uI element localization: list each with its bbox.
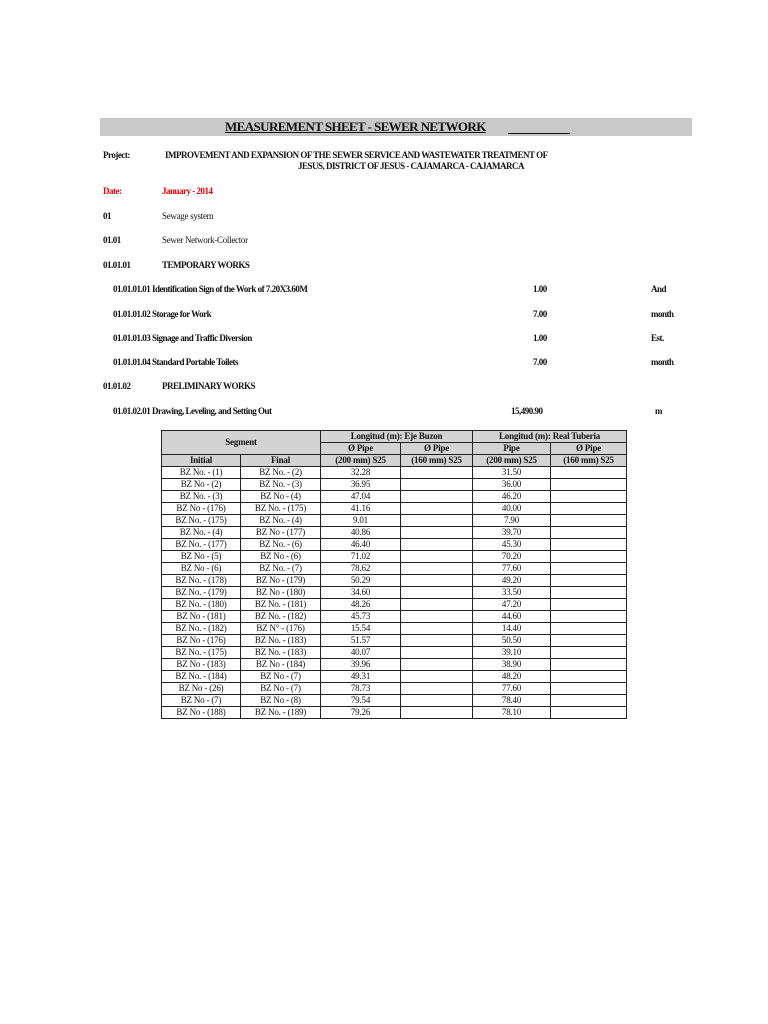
title-underline <box>508 133 570 134</box>
cell-eje-160 <box>401 515 473 527</box>
temp-item-3-qty: 1.00 <box>533 333 547 343</box>
project-line-2: JESUS, DISTRICT OF JESUS - CAJAMARCA - CAJAMARCA <box>298 161 525 171</box>
cell-real-200: 39.70 <box>473 527 551 539</box>
cell-real-160 <box>551 527 627 539</box>
cell-eje-200: 32.28 <box>321 467 401 479</box>
cell-real-160 <box>551 635 627 647</box>
temp-item-2-qty: 7.00 <box>533 309 547 319</box>
page-title: MEASUREMENT SHEET - SEWER NETWORK <box>225 119 486 134</box>
cell-eje-200: 34.60 <box>321 587 401 599</box>
cell-eje-160 <box>401 491 473 503</box>
cell-final: BZ No - (7) <box>241 671 321 683</box>
name-01: Sewage system <box>162 211 214 221</box>
table-row <box>162 611 627 623</box>
cell-eje-200: 78.73 <box>321 683 401 695</box>
cell-real-160 <box>551 623 627 635</box>
name-010102: PRELIMINARY WORKS <box>162 381 255 391</box>
initial-header: Initial <box>162 455 241 467</box>
cell-eje-160 <box>401 695 473 707</box>
table-row <box>162 539 627 551</box>
cell-final: BZ No. - (175) <box>241 503 321 515</box>
cell-eje-200: 40.07 <box>321 647 401 659</box>
cell-real-160 <box>551 503 627 515</box>
cell-real-160 <box>551 479 627 491</box>
table-body <box>162 467 627 719</box>
name-010101: TEMPORARY WORKS <box>162 260 250 270</box>
table-row <box>162 647 627 659</box>
cell-eje-160 <box>401 503 473 515</box>
temp-item-2: 01.01.01.02 Storage for Work <box>113 309 212 319</box>
cell-real-200: 39.10 <box>473 647 551 659</box>
cell-eje-160 <box>401 527 473 539</box>
cell-eje-160 <box>401 563 473 575</box>
code-01: 01 <box>103 211 111 221</box>
temp-item-1-qty: 1.00 <box>533 284 547 294</box>
table-row <box>162 551 627 563</box>
cell-eje-200: 71.02 <box>321 551 401 563</box>
table-row <box>162 659 627 671</box>
cell-final: BZ No - (184) <box>241 659 321 671</box>
table-row <box>162 671 627 683</box>
cell-final: BZ No. - (189) <box>241 707 321 719</box>
cell-eje-160 <box>401 671 473 683</box>
cell-eje-200: 49.31 <box>321 671 401 683</box>
temp-item-1: 01.01.01.01 Identification Sign of the Work of 7.20X3.60M <box>113 284 308 294</box>
cell-initial: BZ No - (181) <box>162 611 241 623</box>
table-row <box>162 491 627 503</box>
cell-real-160 <box>551 491 627 503</box>
cell-real-160 <box>551 599 627 611</box>
cell-final: BZ No. - (7) <box>241 563 321 575</box>
cell-eje-200: 47.04 <box>321 491 401 503</box>
code-010102: 01.01.02 <box>103 381 131 391</box>
temp-item-3-unit: Est. <box>651 333 664 343</box>
table-row <box>162 527 627 539</box>
eje-160-size-header: (160 mm) S25 <box>401 455 473 467</box>
real-tuberia-header: Longitud (m): Real Tuberia <box>473 431 627 443</box>
cell-eje-160 <box>401 467 473 479</box>
cell-eje-160 <box>401 647 473 659</box>
cell-real-160 <box>551 551 627 563</box>
cell-final: BZ No. - (4) <box>241 515 321 527</box>
cell-eje-200: 46.40 <box>321 539 401 551</box>
cell-final: BZ No - (4) <box>241 491 321 503</box>
cell-real-200: 44.60 <box>473 611 551 623</box>
cell-initial: BZ No. - (177) <box>162 539 241 551</box>
cell-final: BZ No. - (3) <box>241 479 321 491</box>
cell-real-160 <box>551 563 627 575</box>
code-010101: 01.01.01 <box>103 260 131 270</box>
cell-eje-160 <box>401 623 473 635</box>
table-row <box>162 695 627 707</box>
cell-real-200: 47.20 <box>473 599 551 611</box>
cell-eje-200: 51.57 <box>321 635 401 647</box>
date-label: Date: <box>103 186 122 196</box>
cell-initial: BZ No. - (178) <box>162 575 241 587</box>
cell-real-200: 49.20 <box>473 575 551 587</box>
segment-header: Segment <box>162 431 321 455</box>
cell-initial: BZ No. - (4) <box>162 527 241 539</box>
real-160-pipe-header: Ø Pipe <box>551 443 627 455</box>
measurement-table <box>161 430 627 719</box>
cell-final: BZ No - (179) <box>241 575 321 587</box>
date-value: January - 2014 <box>162 186 213 196</box>
cell-eje-160 <box>401 683 473 695</box>
cell-eje-160 <box>401 575 473 587</box>
cell-final: BZ No. - (181) <box>241 599 321 611</box>
cell-eje-160 <box>401 611 473 623</box>
cell-real-200: 78.10 <box>473 707 551 719</box>
cell-initial: BZ No - (5) <box>162 551 241 563</box>
cell-final: BZ No. - (182) <box>241 611 321 623</box>
cell-eje-160 <box>401 479 473 491</box>
cell-real-200: 50.50 <box>473 635 551 647</box>
cell-eje-160 <box>401 659 473 671</box>
cell-final: BZ No - (7) <box>241 683 321 695</box>
cell-final: BZ N° - (176) <box>241 623 321 635</box>
table-row <box>162 587 627 599</box>
cell-eje-200: 36.95 <box>321 479 401 491</box>
cell-eje-200: 45.73 <box>321 611 401 623</box>
eje-buzon-header: Longitud (m): Eje Buzon <box>321 431 473 443</box>
real-200-size-header: (200 mm) S25 <box>473 455 551 467</box>
table-row <box>162 467 627 479</box>
project-label: Project: <box>103 150 130 160</box>
cell-real-200: 77.60 <box>473 563 551 575</box>
cell-initial: BZ No - (183) <box>162 659 241 671</box>
cell-eje-200: 50.29 <box>321 575 401 587</box>
cell-real-200: 40.00 <box>473 503 551 515</box>
cell-eje-200: 79.54 <box>321 695 401 707</box>
cell-eje-200: 48.26 <box>321 599 401 611</box>
cell-real-200: 7.90 <box>473 515 551 527</box>
prelim-item-1-qty: 15,490.90 <box>511 406 543 416</box>
cell-final: BZ No. - (6) <box>241 539 321 551</box>
table-row <box>162 707 627 719</box>
cell-eje-200: 40.86 <box>321 527 401 539</box>
table-row <box>162 623 627 635</box>
temp-item-4-qty: 7.00 <box>533 357 547 367</box>
cell-initial: BZ No. - (175) <box>162 515 241 527</box>
cell-final: BZ No - (180) <box>241 587 321 599</box>
prelim-item-1-unit: m <box>655 406 662 416</box>
cell-initial: BZ No - (6) <box>162 563 241 575</box>
code-0101: 01.01 <box>103 235 121 245</box>
cell-real-200: 38.90 <box>473 659 551 671</box>
cell-real-200: 77.60 <box>473 683 551 695</box>
cell-real-200: 70.20 <box>473 551 551 563</box>
cell-real-160 <box>551 575 627 587</box>
cell-initial: BZ No - (188) <box>162 707 241 719</box>
cell-initial: BZ No. - (3) <box>162 491 241 503</box>
project-line-1: IMPROVEMENT AND EXPANSION OF THE SEWER SERVICE AND WASTEWATER TREATMENT OF <box>165 150 548 160</box>
cell-final: BZ No - (8) <box>241 695 321 707</box>
cell-initial: BZ No. - (184) <box>162 671 241 683</box>
final-header: Final <box>241 455 321 467</box>
cell-real-200: 45.30 <box>473 539 551 551</box>
temp-item-1-unit: And <box>651 284 667 294</box>
temp-item-4-unit: month <box>651 357 674 367</box>
temp-item-2-unit: month <box>651 309 674 319</box>
eje-200-pipe-header: Ø Pipe <box>321 443 401 455</box>
cell-real-160 <box>551 683 627 695</box>
cell-real-160 <box>551 707 627 719</box>
cell-eje-200: 79.26 <box>321 707 401 719</box>
cell-eje-160 <box>401 539 473 551</box>
cell-eje-200: 15.54 <box>321 623 401 635</box>
name-0101: Sewer Network-Collector <box>162 235 248 245</box>
cell-initial: BZ No. - (182) <box>162 623 241 635</box>
prelim-item-1: 01.01.02.01 Drawing, Leveling, and Setting Out <box>113 406 272 416</box>
table-row <box>162 563 627 575</box>
cell-eje-200: 78.62 <box>321 563 401 575</box>
table-row <box>162 479 627 491</box>
cell-eje-160 <box>401 551 473 563</box>
cell-eje-160 <box>401 587 473 599</box>
cell-final: BZ No - (177) <box>241 527 321 539</box>
cell-initial: BZ No. - (180) <box>162 599 241 611</box>
temp-item-4: 01.01.01.04 Standard Portable Toilets <box>113 357 239 367</box>
table-row <box>162 515 627 527</box>
cell-real-200: 14.40 <box>473 623 551 635</box>
eje-200-size-header: (200 mm) S25 <box>321 455 401 467</box>
cell-real-200: 36.00 <box>473 479 551 491</box>
cell-eje-200: 9.01 <box>321 515 401 527</box>
cell-initial: BZ No. - (179) <box>162 587 241 599</box>
cell-initial: BZ No. - (175) <box>162 647 241 659</box>
cell-real-160 <box>551 611 627 623</box>
cell-eje-200: 41.16 <box>321 503 401 515</box>
cell-real-200: 46.20 <box>473 491 551 503</box>
table-row <box>162 599 627 611</box>
cell-initial: BZ No - (2) <box>162 479 241 491</box>
cell-eje-200: 39.96 <box>321 659 401 671</box>
temp-item-3: 01.01.01.03 Signage and Traffic Diversion <box>113 333 252 343</box>
cell-initial: BZ No - (176) <box>162 635 241 647</box>
table-row <box>162 683 627 695</box>
cell-real-160 <box>551 647 627 659</box>
cell-final: BZ No - (6) <box>241 551 321 563</box>
eje-160-pipe-header: Ø Pipe <box>401 443 473 455</box>
cell-real-160 <box>551 467 627 479</box>
table-row <box>162 635 627 647</box>
cell-eje-160 <box>401 599 473 611</box>
cell-eje-160 <box>401 635 473 647</box>
cell-final: BZ No. - (183) <box>241 635 321 647</box>
cell-real-160 <box>551 671 627 683</box>
cell-initial: BZ No - (26) <box>162 683 241 695</box>
cell-real-200: 78.40 <box>473 695 551 707</box>
cell-real-160 <box>551 695 627 707</box>
cell-real-200: 33.50 <box>473 587 551 599</box>
cell-eje-160 <box>401 707 473 719</box>
cell-final: BZ No. - (2) <box>241 467 321 479</box>
cell-initial: BZ No - (7) <box>162 695 241 707</box>
cell-real-160 <box>551 659 627 671</box>
real-200-pipe-header: Pipe <box>473 443 551 455</box>
cell-initial: BZ No - (176) <box>162 503 241 515</box>
cell-initial: BZ No. - (1) <box>162 467 241 479</box>
cell-real-160 <box>551 515 627 527</box>
cell-real-160 <box>551 587 627 599</box>
table-row <box>162 575 627 587</box>
cell-real-200: 31.50 <box>473 467 551 479</box>
table-row <box>162 503 627 515</box>
cell-final: BZ No. - (183) <box>241 647 321 659</box>
cell-real-200: 48.20 <box>473 671 551 683</box>
cell-real-160 <box>551 539 627 551</box>
real-160-size-header: (160 mm) S25 <box>551 455 627 467</box>
